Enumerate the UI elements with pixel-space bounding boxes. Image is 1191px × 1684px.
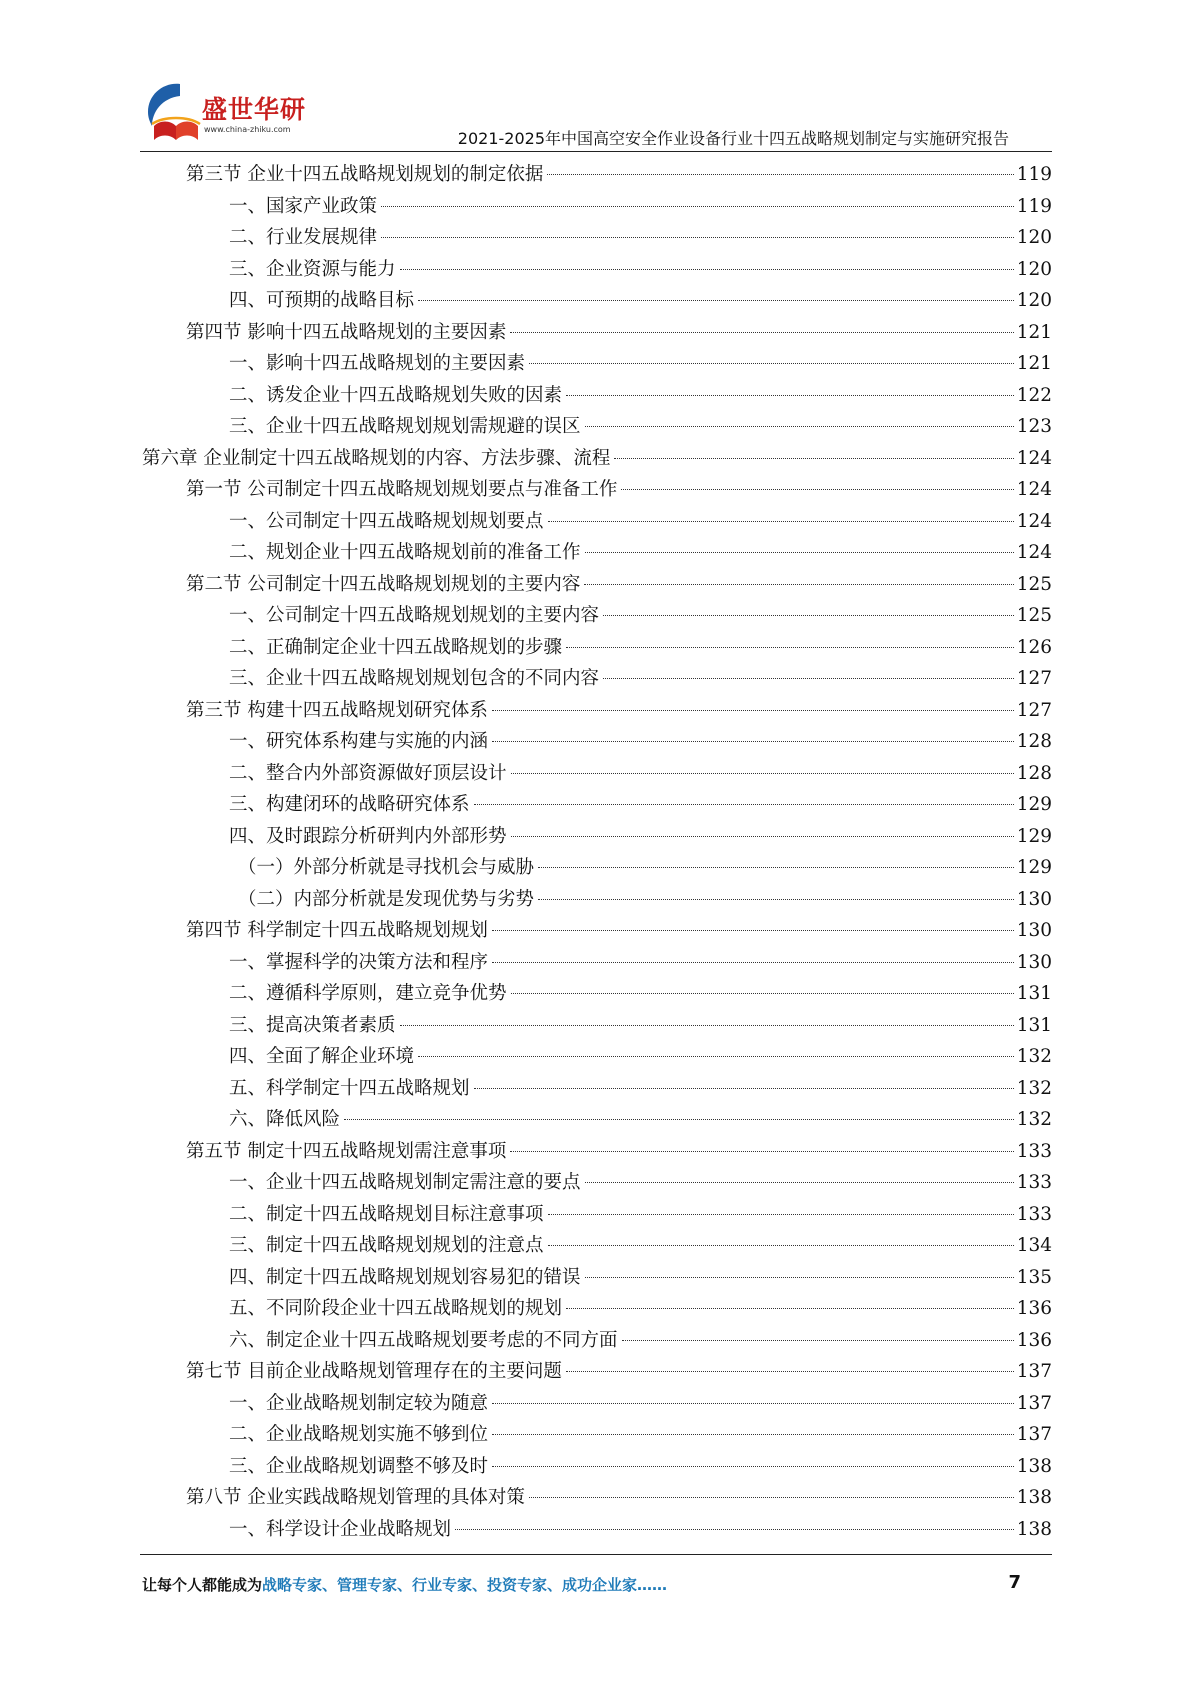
toc-entry-title: 第四节 影响十四五战略规划的主要因素 [186, 321, 507, 343]
toc-entry[interactable] [142, 1200, 1052, 1232]
toc-entry-title: 第三节 企业十四五战略规划规划的制定依据 [186, 164, 544, 185]
toc-entry-page: 120 [1016, 227, 1052, 248]
toc-entry-page: 133 [1016, 1140, 1052, 1162]
footer-slogan-highlight: 战略专家、管理专家、行业专家、投资专家、成功企业家…… [262, 1576, 668, 1594]
logo-emblem-icon [140, 80, 204, 144]
toc-dot-leader [548, 1214, 1014, 1215]
toc-dot-leader [548, 1245, 1014, 1246]
toc-dot-leader [344, 1119, 1014, 1120]
toc-entry-page: 138 [1016, 1487, 1052, 1508]
toc-dot-leader [511, 836, 1014, 837]
toc-entry-title: 三、制定十四五战略规划规划的注意点 [229, 1235, 544, 1256]
toc-entry-title: 二、企业战略规划实施不够到位 [229, 1424, 489, 1445]
toc-entry-title: 第二节 公司制定十四五战略规划规划的主要内容 [186, 573, 581, 595]
page-header [0, 0, 1191, 150]
toc-entry-page: 131 [1016, 983, 1052, 1004]
toc-entry[interactable] [142, 759, 1052, 791]
toc-entry-page: 119 [1016, 164, 1052, 185]
toc-dot-leader [585, 1277, 1014, 1278]
toc-entry-title: 第五节 制定十四五战略规划需注意事项 [186, 1140, 507, 1162]
toc-entry[interactable] [142, 1515, 1052, 1547]
toc-entry-page: 131 [1016, 1014, 1052, 1036]
toc-entry-page: 126 [1016, 636, 1052, 658]
toc-dot-leader [511, 773, 1014, 774]
toc-entry[interactable] [142, 570, 1052, 602]
toc-entry[interactable] [142, 853, 1052, 885]
toc-dot-leader [418, 1056, 1014, 1057]
toc-entry[interactable] [142, 885, 1052, 917]
toc-entry[interactable] [142, 727, 1052, 759]
toc-entry[interactable] [142, 948, 1052, 980]
toc-entry-page: 136 [1016, 1298, 1052, 1319]
toc-entry[interactable] [142, 1042, 1052, 1074]
toc-dot-leader [492, 1403, 1014, 1404]
toc-entry[interactable] [142, 1420, 1052, 1452]
toc-entry[interactable] [142, 1483, 1052, 1515]
toc-entry-title: 一、掌握科学的决策方法和程序 [229, 951, 489, 973]
toc-entry-page: 133 [1016, 1172, 1052, 1193]
toc-dot-leader [566, 395, 1014, 396]
toc-entry[interactable] [142, 160, 1052, 192]
toc-entry-title: 四、及时跟踪分析研判内外部形势 [229, 825, 507, 847]
toc-entry[interactable] [142, 1452, 1052, 1484]
toc-entry-title: 二、行业发展规律 [229, 227, 378, 248]
toc-entry[interactable] [142, 318, 1052, 350]
toc-entry[interactable] [142, 633, 1052, 665]
toc-entry-page: 124 [1016, 542, 1052, 563]
toc-dot-leader [381, 237, 1014, 238]
toc-entry-title: 一、企业十四五战略规划制定需注意的要点 [229, 1172, 581, 1193]
toc-entry-page: 121 [1016, 353, 1052, 374]
toc-entry-page: 124 [1016, 510, 1052, 532]
toc-entry-title: 二、遵循科学原则，建立竞争优势 [229, 983, 507, 1004]
toc-dot-leader [621, 489, 1013, 490]
toc-entry[interactable] [142, 979, 1052, 1011]
toc-dot-leader [538, 867, 1014, 868]
toc-entry[interactable] [142, 1074, 1052, 1106]
logo-text: 盛世华研 [202, 95, 307, 124]
toc-entry-title: （一）外部分析就是寻找机会与威胁 [238, 857, 535, 878]
logo-url: www.china-zhiku.com [204, 125, 291, 134]
toc-entry-page: 120 [1016, 290, 1052, 311]
toc-entry-title: 第一节 公司制定十四五战略规划规划要点与准备工作 [186, 479, 618, 500]
toc-dot-leader [492, 930, 1014, 931]
toc-dot-leader [511, 993, 1014, 994]
toc-entry-page: 138 [1016, 1455, 1052, 1477]
toc-entry[interactable] [142, 475, 1052, 507]
toc-dot-leader [418, 300, 1014, 301]
toc-entry-title: 一、科学设计企业战略规划 [229, 1518, 452, 1540]
toc-dot-leader [381, 206, 1014, 207]
toc-entry-title: 一、研究体系构建与实施的内涵 [229, 731, 489, 752]
toc-entry[interactable] [142, 1263, 1052, 1295]
toc-entry-page: 137 [1016, 1392, 1052, 1414]
toc-entry-title: 六、制定企业十四五战略规划要考虑的不同方面 [229, 1329, 618, 1351]
toc-dot-leader [566, 1371, 1014, 1372]
toc-entry-page: 129 [1016, 825, 1052, 847]
toc-entry-title: 第四节 科学制定十四五战略规划规划 [186, 920, 488, 941]
toc-entry-page: 121 [1016, 321, 1052, 343]
toc-entry-page: 127 [1016, 668, 1052, 689]
toc-entry-page: 133 [1016, 1203, 1052, 1225]
toc-entry-page: 132 [1016, 1109, 1052, 1130]
toc-entry[interactable] [142, 1168, 1052, 1200]
toc-entry-page: 136 [1016, 1329, 1052, 1351]
toc-entry-title: 第六章 企业制定十四五战略规划的内容、方法步骤、流程 [142, 447, 611, 469]
toc-entry[interactable] [142, 1389, 1052, 1421]
toc-entry-page: 134 [1016, 1235, 1052, 1256]
toc-entry-title: 三、构建闭环的战略研究体系 [229, 794, 470, 815]
toc-entry-page: 123 [1016, 416, 1052, 437]
toc-entry[interactable] [142, 1294, 1052, 1326]
toc-entry[interactable] [142, 223, 1052, 255]
toc-entry-page: 130 [1016, 920, 1052, 941]
toc-entry[interactable] [142, 1105, 1052, 1137]
toc-entry-title: 二、诱发企业十四五战略规划失败的因素 [229, 384, 563, 406]
toc-entry[interactable] [142, 916, 1052, 948]
toc-dot-leader [400, 269, 1014, 270]
toc-entry-page: 119 [1016, 195, 1052, 217]
toc-entry-title: 五、不同阶段企业十四五战略规划的规划 [229, 1298, 563, 1319]
toc-dot-leader [603, 615, 1014, 616]
toc-dot-leader [474, 804, 1014, 805]
toc-entry-title: （二）内部分析就是发现优势与劣势 [238, 888, 535, 910]
toc-entry-title: 四、可预期的战略目标 [229, 290, 415, 311]
toc-entry-title: 五、科学制定十四五战略规划 [229, 1077, 470, 1099]
toc-entry-title: 第八节 企业实践战略规划管理的具体对策 [186, 1487, 525, 1508]
toc-dot-leader [400, 1025, 1014, 1026]
footer-slogan [142, 1574, 667, 1595]
toc-dot-leader [585, 426, 1014, 427]
toc-entry-page: 127 [1016, 699, 1052, 721]
toc-entry-title: 三、企业十四五战略规划规划包含的不同内容 [229, 668, 600, 689]
toc-entry-title: 四、全面了解企业环境 [229, 1046, 415, 1067]
toc-dot-leader [547, 174, 1013, 175]
toc-entry-page: 132 [1016, 1077, 1052, 1099]
toc-entry[interactable] [142, 822, 1052, 854]
toc-entry-page: 125 [1016, 573, 1052, 595]
toc-entry-page: 124 [1016, 479, 1052, 500]
toc-dot-leader [510, 332, 1013, 333]
toc-entry-title: 第三节 构建十四五战略规划研究体系 [186, 699, 488, 721]
toc-entry-title: 三、企业十四五战略规划规划需规避的误区 [229, 416, 581, 437]
toc-entry[interactable] [142, 538, 1052, 570]
toc-dot-leader [614, 458, 1013, 459]
toc-entry-title: 六、降低风险 [229, 1109, 341, 1130]
toc-entry-page: 137 [1016, 1361, 1052, 1382]
toc-entry[interactable] [142, 664, 1052, 696]
toc-entry-title: 一、企业战略规划制定较为随意 [229, 1392, 489, 1414]
toc-entry-title: 一、国家产业政策 [229, 195, 378, 217]
toc-entry[interactable] [142, 1137, 1052, 1169]
toc-entry-page: 122 [1016, 384, 1052, 406]
toc-entry-title: 四、制定十四五战略规划规划容易犯的错误 [229, 1266, 581, 1288]
toc-dot-leader [492, 1466, 1014, 1467]
toc-entry[interactable] [142, 349, 1052, 381]
toc-entry[interactable] [142, 696, 1052, 728]
toc-entry[interactable] [142, 601, 1052, 633]
toc-entry[interactable] [142, 381, 1052, 413]
toc-entry[interactable] [142, 1231, 1052, 1263]
toc-dot-leader [566, 647, 1014, 648]
report-title: 2021-2025年中国高空安全作业设备行业十四五战略规划制定与实施研究报告 [457, 129, 1009, 148]
footer-slogan-prefix: 让每个人都能成为 [142, 1576, 263, 1594]
toc-dot-leader [529, 363, 1014, 364]
toc-entry-page: 120 [1016, 258, 1052, 280]
toc-dot-leader [603, 678, 1014, 679]
toc-entry[interactable] [142, 192, 1052, 224]
toc-entry-page: 138 [1016, 1518, 1052, 1540]
toc-dot-leader [492, 1434, 1014, 1435]
toc-dot-leader [548, 521, 1014, 522]
toc-entry[interactable] [142, 1326, 1052, 1358]
toc-entry-page: 128 [1016, 762, 1052, 784]
toc-dot-leader [622, 1340, 1014, 1341]
toc-entry[interactable] [142, 444, 1052, 476]
toc-entry[interactable] [142, 1357, 1052, 1389]
toc-entry[interactable] [142, 1011, 1052, 1043]
toc-entry-title: 二、制定十四五战略规划目标注意事项 [229, 1203, 544, 1225]
toc-entry-title: 二、规划企业十四五战略规划前的准备工作 [229, 542, 581, 563]
toc-entry-page: 132 [1016, 1046, 1052, 1067]
toc-dot-leader [566, 1308, 1014, 1309]
toc-entry-page: 129 [1016, 857, 1052, 878]
toc-entry-page: 130 [1016, 951, 1052, 973]
toc-dot-leader [529, 1497, 1014, 1498]
header-divider [140, 151, 1052, 152]
table-of-contents [142, 160, 1052, 1546]
toc-dot-leader [538, 899, 1014, 900]
toc-entry[interactable] [142, 255, 1052, 287]
toc-entry[interactable] [142, 412, 1052, 444]
company-logo [140, 80, 330, 146]
toc-entry-page: 135 [1016, 1266, 1052, 1288]
toc-entry-page: 128 [1016, 731, 1052, 752]
footer-divider [140, 1554, 1052, 1555]
toc-entry-title: 一、影响十四五战略规划的主要因素 [229, 353, 526, 374]
toc-entry-title: 一、公司制定十四五战略规划规划要点 [229, 510, 544, 532]
toc-dot-leader [510, 1151, 1013, 1152]
toc-dot-leader [584, 584, 1013, 585]
toc-entry[interactable] [142, 286, 1052, 318]
toc-entry-page: 130 [1016, 888, 1052, 910]
toc-entry-title: 一、公司制定十四五战略规划规划的主要内容 [229, 605, 600, 626]
toc-entry-title: 二、正确制定企业十四五战略规划的步骤 [229, 636, 563, 658]
toc-dot-leader [585, 1182, 1014, 1183]
toc-entry-title: 三、企业资源与能力 [229, 258, 396, 280]
toc-entry-title: 二、整合内外部资源做好顶层设计 [229, 762, 507, 784]
toc-dot-leader [492, 710, 1014, 711]
toc-dot-leader [492, 741, 1014, 742]
toc-entry-page: 137 [1016, 1424, 1052, 1445]
toc-entry-page: 124 [1016, 447, 1052, 469]
toc-dot-leader [474, 1088, 1014, 1089]
toc-dot-leader [585, 552, 1014, 553]
toc-entry[interactable] [142, 507, 1052, 539]
toc-dot-leader [492, 962, 1014, 963]
toc-dot-leader [455, 1529, 1014, 1530]
toc-entry-page: 129 [1016, 794, 1052, 815]
toc-entry-title: 第七节 目前企业战略规划管理存在的主要问题 [186, 1361, 562, 1382]
toc-entry[interactable] [142, 790, 1052, 822]
page-number: 7 [1008, 1572, 1021, 1593]
toc-entry-title: 三、企业战略规划调整不够及时 [229, 1455, 489, 1477]
toc-entry-page: 125 [1016, 605, 1052, 626]
toc-entry-title: 三、提高决策者素质 [229, 1014, 396, 1036]
